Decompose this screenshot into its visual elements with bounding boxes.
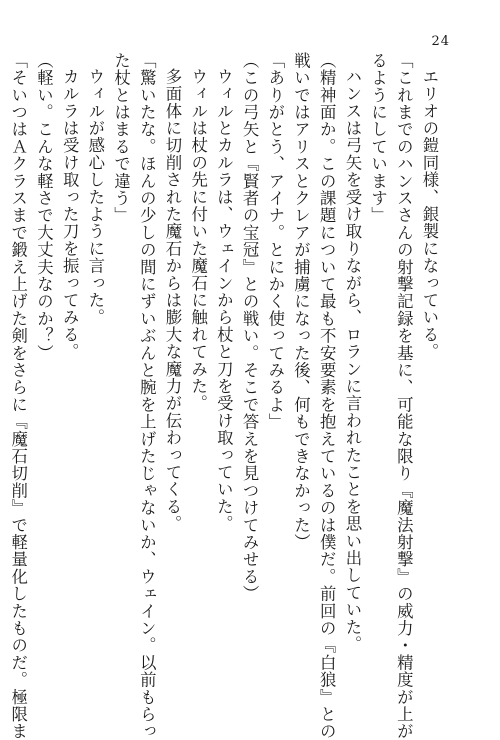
text-line: （精神面か。この課題について最も不安要素を抱えているのは僕だ。前回の『白狼』との	[317, 52, 337, 740]
text-line: るようにしています」	[368, 52, 388, 224]
text-line: （この弓矢と『賢者の宝冠』との戦い。そこで答えを見つけてみせる）	[240, 52, 260, 603]
text-line: （軽い。こんな軽さで大丈夫なのか？）	[34, 52, 54, 362]
page-number: 24	[431, 34, 450, 49]
text-line: 多面体に切削された魔石からは膨大な魔力が伝わってくる。	[162, 68, 182, 533]
text-line: ウィルとカルラは、ウェインから杖と刀を受け取っていた。	[214, 68, 234, 533]
text-line: ウィルは杖の先に付いた魔石に触れてみた。	[188, 68, 208, 413]
text-line: 「驚いたな。ほんの少しの間にずいぶんと腕を上げたじゃないか、ウェイン。以前もらっ	[137, 52, 157, 740]
text-line: 戦いではアリスとクレアが捕虜になった後、何もできなかった）	[291, 52, 311, 551]
vertical-text-block	[5, 52, 442, 740]
text-line: ウィルが感心したように言った。	[85, 68, 105, 327]
text-line: 「ありがとう、アイナ。とにかく使ってみるよ」	[265, 52, 285, 431]
text-line: ハンスは弓矢を受け取りながら、ロランに言われたことを思い出していた。	[342, 68, 362, 654]
text-line: エリオの鎧同様、銀製になっている。	[420, 68, 439, 361]
text-line: 「これまでのハンスさんの射撃記録を基に、可能な限り『魔法射撃』の威力・精度が上が	[394, 52, 414, 740]
text-line: カルラは受け取った刀を振ってみる。	[60, 68, 80, 361]
text-line: 「そいつはＡクラスまで鍛え上げた剣をさらに『魔石切削』で軽量化したものだ。極限ま	[8, 52, 28, 740]
text-line: た杖とはまるで違う」	[111, 52, 131, 224]
